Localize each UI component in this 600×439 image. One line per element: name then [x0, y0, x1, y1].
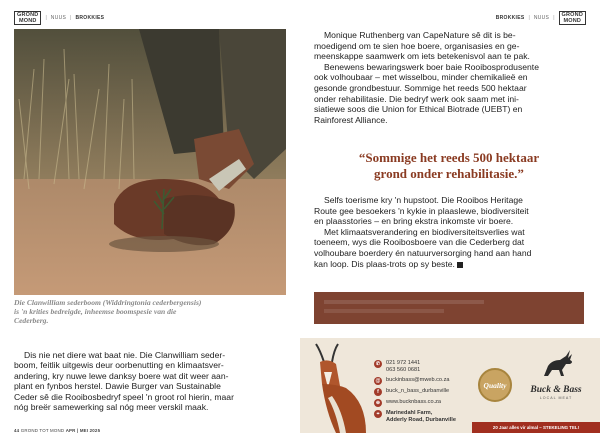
- masthead-sub: NUUS: [50, 15, 67, 21]
- globe-icon: ⊕: [375, 400, 381, 406]
- email-row[interactable]: @ buckinbass@mweb.co.za: [375, 377, 450, 384]
- buck-and-bass-advert[interactable]: [300, 338, 600, 433]
- separator: |: [553, 15, 555, 21]
- body-text-right-2: Selfs toerisme kry 'n hupstoot. Die Rooibos Heritage Route gee besoekers 'n kykie in plaaslewe, biodiversiteit en plaasstories – en bring ekstra inkomste vir boere. Met klimaatsverandering en biodiversiteitsverlies wat toeneem, wys die Rooibosboere van die Cederberg dat volhoubare boerdery én natuurversorging hand aan hand kan loop. Dis plaas-trots op sy beste.: [314, 195, 532, 269]
- antelope-illustration: [306, 342, 370, 433]
- location-pin-icon: ⌖: [374, 410, 382, 418]
- separator: |: [528, 15, 530, 21]
- magazine-title: GROND TOT MOND: [20, 428, 65, 433]
- right-page: [300, 0, 600, 439]
- social-row[interactable]: f buck_n_bass_durbanville: [374, 388, 494, 396]
- social-icon: f: [374, 388, 382, 396]
- email-icon: @: [375, 378, 381, 384]
- grond-mond-logo: GROND MOND: [14, 11, 41, 25]
- address-row: ⌖ Marinedahl Farm, Adderly Road, Durbanville: [374, 410, 494, 424]
- advert-contact-list: [374, 360, 494, 427]
- masthead-section: BROKKIES: [75, 15, 105, 21]
- phone-row[interactable]: ✆ 021 972 1441 063 560 0681: [375, 360, 421, 373]
- info-box: [314, 292, 584, 324]
- page-number: 44: [14, 428, 20, 433]
- faded-text-bar: [324, 309, 444, 313]
- separator: |: [45, 15, 47, 21]
- masthead-sub: NUUS: [533, 15, 550, 21]
- pull-quote: “Sommige het reeds 500 hektaar grond onder rehabilitasie.”: [358, 150, 540, 181]
- masthead-right: [496, 11, 586, 25]
- masthead-left: [14, 11, 104, 25]
- body-text-left: Dis nie net diere wat baat nie. Die Clanwilliam seder- boom, feitlik uitgewis deur oorbenutting en klimaatsver- andering, kry nuwe lewe danksy boere wat dit weer aan- plant en fynbos herstel. Dawie Burger van Sustainable Ceder sê die Rooibosbedryf speel 'n groot rol hierin, maar nóg breër samewerking sal nóg meer verskil maak.: [14, 350, 234, 413]
- hands-planting-illustration: [14, 29, 286, 295]
- faded-text-bar: [324, 300, 484, 304]
- issue-date: APR | MEI 2025: [65, 428, 101, 433]
- separator: |: [70, 15, 72, 21]
- springbok-logo-icon: [536, 348, 576, 378]
- end-of-article-icon: [457, 262, 463, 268]
- advert-banner: 20 Jaar alles vir almal – STEKELING TEL!: [472, 422, 600, 433]
- hero-photo: [14, 29, 286, 295]
- grond-mond-logo: GROND MOND: [559, 11, 586, 25]
- web-row[interactable]: ⊕ www.bucknbass.co.za: [375, 399, 442, 406]
- advert-brand-logo: Buck & Bass LOCAL MEAT: [522, 348, 590, 400]
- masthead-section: BROKKIES: [495, 15, 525, 21]
- page-footer: [14, 428, 100, 433]
- phone-icon: ✆: [375, 361, 381, 367]
- photo-caption: Die Clanwilliam sederboom (Widdringtonia cederbergensis) is 'n krities bedreigde, inheemse boomspesie van die Cederberg.: [14, 298, 202, 325]
- quality-badge: Quality: [478, 368, 512, 402]
- body-text-right-1: Monique Ruthenberg van CapeNature sê dit is be- moedigend om te sien hoe boere, organisasies en ge- meenskappe saamwerk om iets betekenisvol aan te pak. Benewens bewaringswerk boer baie Rooibosprodusente ook volhoubaar – met wisselbou, minder chemikalieë en gesonde grondbestuur. Sommige het reeds 500 hektaar onder rehabilitasie. Die bedryf werk ook saam met ini- siatiewe soos die Union for Ethical Biotrade (UEBT) en Rainforest Alliance.: [314, 30, 539, 125]
